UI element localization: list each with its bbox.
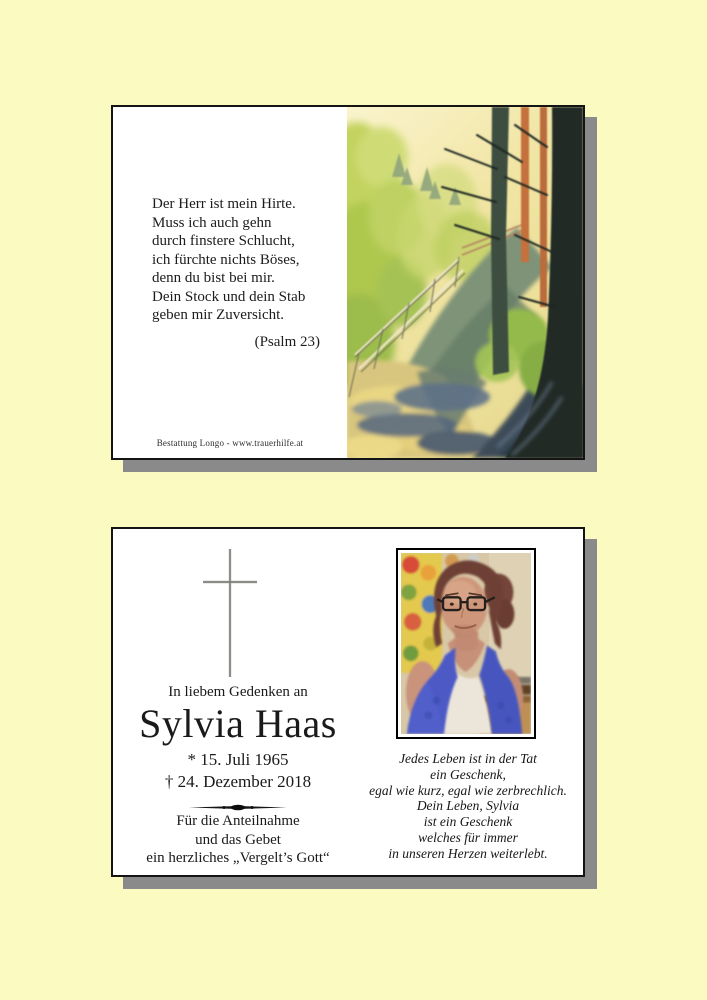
psalm-source: (Psalm 23) [254, 333, 320, 350]
forest-watercolor-image [347, 107, 583, 458]
poem-line: Jedes Leben ist in der Tat [399, 751, 537, 766]
poem-line: ist ein Geschenk [423, 814, 513, 830]
cross-icon [203, 549, 257, 677]
psalm-text [152, 195, 322, 351]
psalm-line: Muss ich auch gehn [152, 214, 272, 231]
deceased-name: Sylvia Haas [139, 701, 337, 746]
poem-line: Dein Leben, Sylvia [416, 798, 520, 814]
thanks-line: ein herzliches „Vergelt’s Gott“ [146, 850, 330, 866]
death-date: † 24. Dezember 2018 [164, 772, 312, 791]
psalm-line: ich fürchte nichts Böses, [152, 251, 300, 268]
portrait-photo [396, 548, 536, 739]
poem-line: ein Geschenk, [430, 766, 506, 782]
psalm-line: Der Herr ist mein Hirte. [152, 196, 296, 212]
psalm-line: denn du bist bei mir. [152, 270, 275, 286]
memorial-intro: In liebem Gedenken an [168, 684, 308, 700]
psalm-line: durch finstere Schlucht, [152, 233, 295, 249]
ornament-divider [188, 799, 288, 808]
funeral-home-credit: Bestattung Longo - www.trauerhilfe.at [156, 438, 304, 448]
thanks-line: Für die Anteilnahme [176, 813, 300, 829]
memorial-card-sylvia-haas [111, 527, 585, 877]
psalm-line: Dein Stock und dein Stab [152, 288, 306, 305]
psalm-line: geben mir Zuversicht. [152, 307, 285, 323]
poem-line: in unseren Herzen weiterlebt. [388, 845, 548, 861]
thanks-text [113, 812, 363, 868]
psalm-memorial-card [111, 105, 585, 460]
poem-line: welches für immer [418, 829, 518, 845]
birth-date: * 15. Juli 1965 [187, 750, 289, 769]
poem-line: egal wie kurz, egal wie zerbrechlich. [369, 782, 567, 798]
memorial-poem [353, 751, 583, 862]
thanks-line: und das Gebet [195, 831, 281, 848]
memorial-left-column [113, 529, 363, 875]
